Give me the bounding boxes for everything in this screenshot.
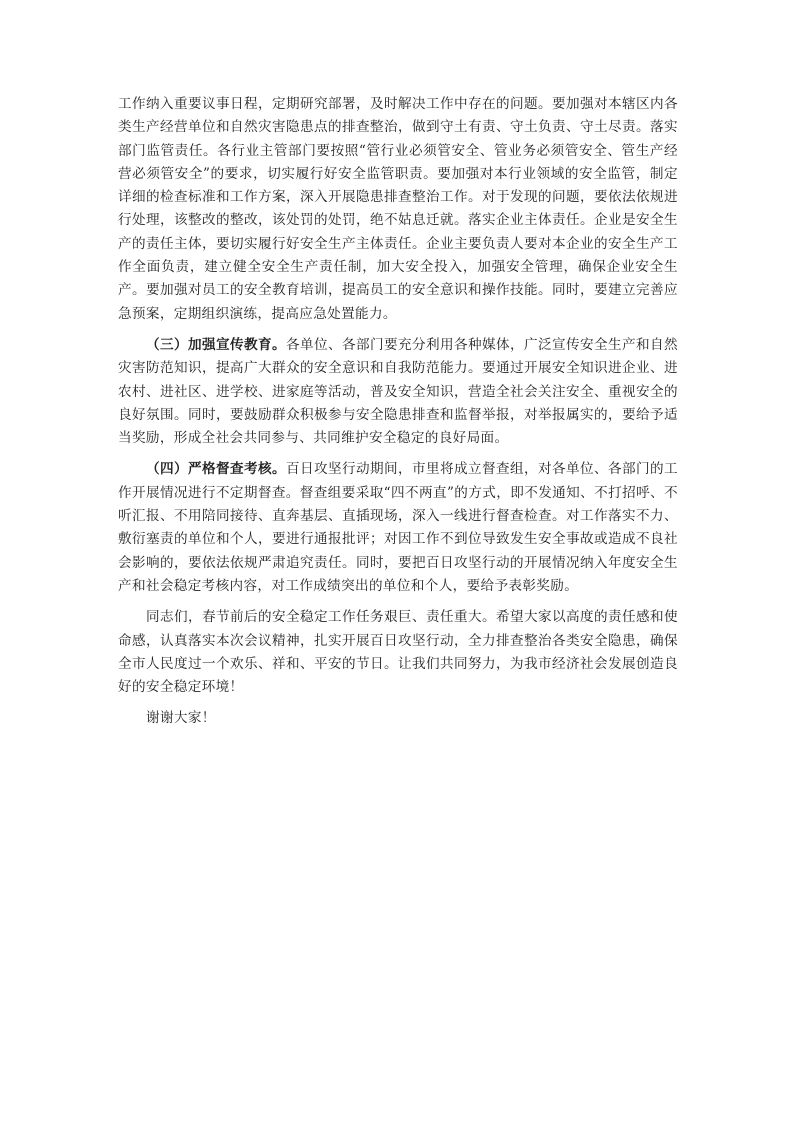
paragraph-closing <box>118 606 678 699</box>
section-heading-supervision: （四）严格督查考核。 <box>146 461 287 478</box>
paragraph-text: 百日攻坚行动期间，市里将成立督查组，对各单位、各部门的工作开展情况进行不定期督查。督查组要采取“四不两直”的方式，即不发通知、不打招呼、不听汇报、不用陪同接待、直奔基层、直插现场，深入一线进行督查检查。对工作落实不力、敷衍塞责的单位和个人，要进行通报批评；对因工作不到位导致发生安全事故或造成不良社会影响的，要依法依规严肃追究责任。同时，要把百日攻坚行动的开展情况纳入年度安全生产和社会稳定考核内容，对工作成绩突出的单位和个人，要给予表彰奖励。 <box>118 461 678 594</box>
paragraph-supervision <box>118 458 678 598</box>
section-heading-publicity: （三）加强宣传教育。 <box>146 336 287 353</box>
document-page <box>118 93 678 731</box>
paragraph-text: 各单位、各部门要充分利用各种媒体，广泛宣传安全生产和自然灾害防范知识，提高广大群众的安全意识和自我防范能力。要通过开展安全知识进企业、进农村、进社区、进学校、进家庭等活动，普及安全知识，营造全社会关注安全、重视安全的良好氛围。同时，要鼓励群众积极参与安全隐患排查和监督举报，对举报属实的，要给予适当奖励，形成全社会共同参与、共同维护安全稳定的良好局面。 <box>118 336 678 447</box>
paragraph-responsibility <box>118 93 678 326</box>
paragraph-text: 工作纳入重要议事日程，定期研究部署，及时解决工作中存在的问题。要加强对本辖区内各类生产经营单位和自然灾害隐患点的排查整治，做到守土有责、守土负责、守土尽责。落实部门监管责任。各行业主管部门要按照“管行业必须管安全、管业务必须管安全、管生产经营必须管安全”的要求，切实履行好安全监管职责。要加强对本行业领域的安全监管，制定详细的检查标准和工作方案，深入开展隐患排查整治工作。对于发现的问题，要依法依规进行处理，该整改的整改，该处罚的处罚，绝不姑息迁就。落实企业主体责任。企业是安全生产的责任主体，要切实履行好安全生产主体责任。企业主要负责人要对本企业的安全生产工作全面负责，建立健全安全生产责任制，加大安全投入，加强安全管理，确保企业安全生产。要加强对员工的安全教育培训，提高员工的安全意识和操作技能。同时，要建立完善应急预案，定期组织演练，提高应急处置能力。 <box>118 96 678 322</box>
thanks-text: 谢谢大家！ <box>146 710 216 727</box>
paragraph-text: 同志们，春节前后的安全稳定工作任务艰巨、责任重大。希望大家以高度的责任感和使命感，认真落实本次会议精神，扎实开展百日攻坚行动，全力排查整治各类安全隐患，确保全市人民度过一个欢乐、祥和、平安的节日。让我们共同努力，为我市经济社会发展创造良好的安全稳定环境！ <box>118 609 678 696</box>
paragraph-thanks <box>118 707 678 730</box>
paragraph-publicity-education <box>118 334 678 450</box>
